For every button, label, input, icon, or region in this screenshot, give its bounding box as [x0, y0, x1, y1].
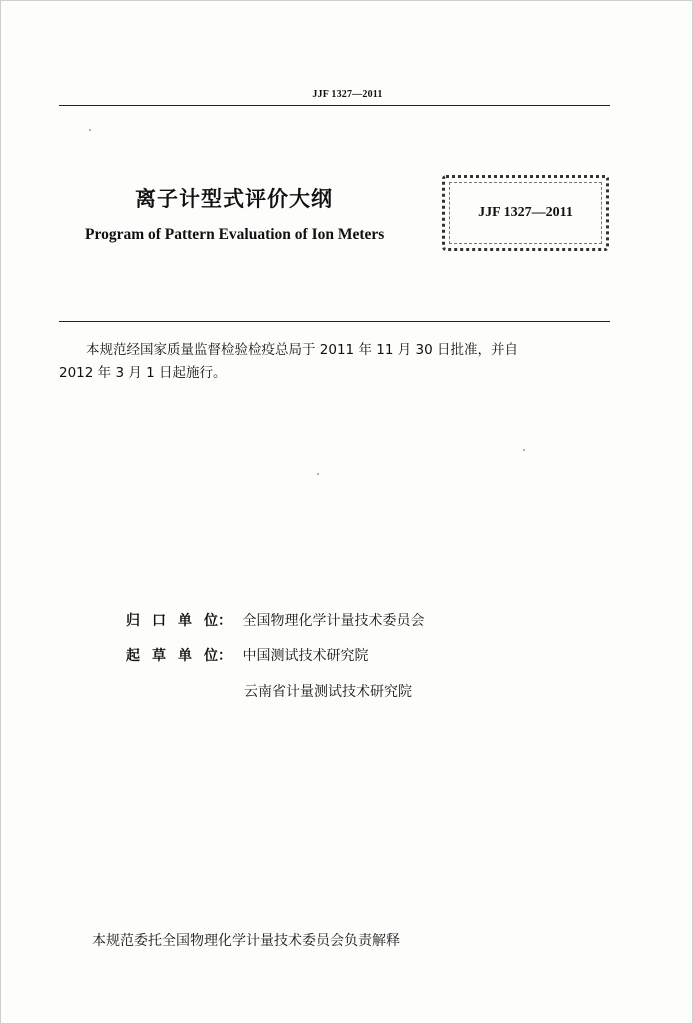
approval-line-2: 2012 年 3 月 1 日起施行。: [59, 365, 227, 381]
responsible-unit-label: 归 口 单 位：: [126, 613, 232, 629]
standard-code-box-text: JJF 1327—2011: [478, 205, 573, 220]
drafting-unit-value-1: 中国测试技术研究院: [242, 648, 369, 664]
scan-speck: [523, 449, 525, 451]
drafting-unit-row: [126, 645, 368, 665]
drafting-unit-value-2: 云南省计量测试技术研究院: [244, 684, 412, 700]
approval-statement: [59, 339, 611, 385]
section-rule: [59, 321, 610, 322]
title-chinese: 离子计型式评价大纲: [135, 187, 333, 211]
responsible-unit-row: [126, 610, 424, 630]
header-rule: [59, 105, 610, 106]
scan-speck: [317, 473, 319, 475]
interpretation-note: 本规范委托全国物理化学计量技术委员会负责解释: [92, 933, 400, 949]
approval-line-1: 本规范经国家质量监督检验检疫总局于 2011 年 11 月 30 日批准，并自: [86, 342, 518, 358]
drafting-unit-label: 起 草 单 位：: [126, 648, 232, 664]
responsible-unit-value: 全国物理化学计量技术委员会: [242, 613, 425, 629]
title-english: Program of Pattern Evaluation of Ion Meters: [85, 226, 385, 243]
header-standard-code: JJF 1327—2011: [312, 89, 383, 100]
scan-speck: [89, 129, 91, 131]
